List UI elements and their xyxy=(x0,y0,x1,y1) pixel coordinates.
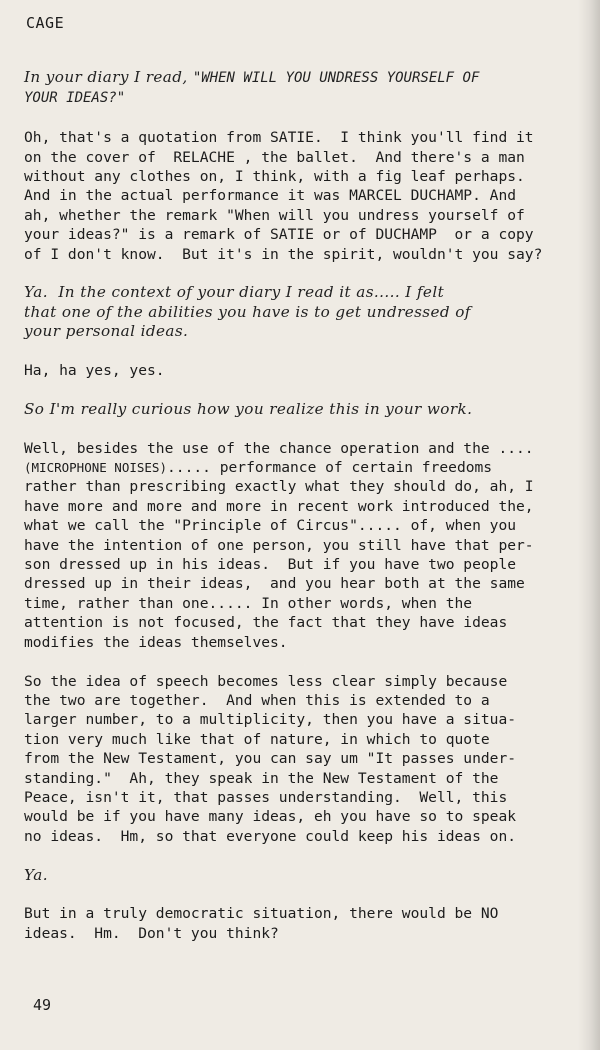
answer-4-line: tion very much like that of nature, in which to quote xyxy=(24,730,490,748)
answer-3-line: attention is not focused, the fact that they have ideas xyxy=(24,614,508,632)
answer-4 xyxy=(24,672,594,847)
interview-text xyxy=(24,68,594,963)
question-1 xyxy=(24,68,594,109)
answer-1-line: your ideas?" is a remark of SATIE or of DUCHAMP or a copy xyxy=(24,226,534,244)
question-4: Ya. xyxy=(24,865,48,884)
microphone-noises-note: (MICROPHONE NOISES) xyxy=(24,460,167,476)
answer-4-line: larger number, to a multiplicity, then you have a situa- xyxy=(24,711,517,729)
answer-3-line: Well, besides the use of the chance operation and the .... xyxy=(24,439,534,457)
page-number: 49 xyxy=(33,996,52,1014)
answer-4-line: would be if you have many ideas, eh you have so to speak xyxy=(24,808,517,826)
answer-3-line: rather than prescribing exactly what they should do, ah, I xyxy=(24,478,534,496)
answer-1-line: ah, whether the remark "When will you undress yourself of xyxy=(24,206,525,224)
speaker-header: CAGE xyxy=(26,14,65,32)
answer-3-line: what we call the "Principle of Circus"..... of, when you xyxy=(24,517,517,535)
answer-1-line: on the cover of RELACHE , the ballet. And there's a man xyxy=(24,148,525,166)
answer-4-line: Peace, isn't it, that passes understanding. Well, this xyxy=(24,788,508,806)
answer-1-line: of I don't know. But it's in the spirit, wouldn't you say? xyxy=(24,245,543,263)
answer-3 xyxy=(24,439,594,652)
answer-4-line: from the New Testament, you can say um "It passes under- xyxy=(24,750,517,768)
answer-5 xyxy=(24,904,594,943)
answer-3-line: son dressed up in his ideas. But if you have two people xyxy=(24,556,517,574)
question-1-quote-line1: "WHEN WILL YOU UNDRESS YOURSELF OF xyxy=(192,70,480,86)
question-1-quote-line2: YOUR IDEAS?" xyxy=(24,90,126,107)
question-3: So I'm really curious how you realize this in your work. xyxy=(24,399,473,418)
question-2-line: Ya. In the context of your diary I read it as..... I felt xyxy=(24,283,445,302)
answer-3-line: dressed up in their ideas, and you hear both at the same xyxy=(24,575,525,593)
answer-1-line: Oh, that's a quotation from SATIE. I think you'll find it xyxy=(24,129,534,147)
answer-1 xyxy=(24,128,594,264)
answer-3-line: modifies the ideas themselves. xyxy=(24,633,288,651)
answer-4-line: So the idea of speech becomes less clear simply because xyxy=(24,672,508,690)
answer-4-line: standing." Ah, they speak in the New Testament of the xyxy=(24,769,499,787)
question-1-lead: In your diary I read, xyxy=(24,68,193,86)
answer-3-line: have the intention of one person, you still have that per- xyxy=(24,536,534,554)
answer-1-line: without any clothes on, I think, with a fig leaf perhaps. xyxy=(24,168,525,186)
answer-1-line: And in the actual performance it was MARCEL DUCHAMP. And xyxy=(24,187,517,205)
answer-3-line: have more and more and more in recent work introduced the, xyxy=(24,497,534,515)
answer-2: Ha, ha yes, yes. xyxy=(24,362,165,380)
answer-4-line: no ideas. Hm, so that everyone could keep his ideas on. xyxy=(24,827,517,845)
question-2 xyxy=(24,283,594,341)
answer-5-line: ideas. Hm. Don't you think? xyxy=(24,924,279,942)
answer-3-line: time, rather than one..... In other words, when the xyxy=(24,594,473,612)
answer-5-line: But in a truly democratic situation, there would be NO xyxy=(24,905,499,923)
answer-3-line: ..... performance of certain freedoms xyxy=(167,459,493,477)
answer-4-line: the two are together. And when this is extended to a xyxy=(24,691,490,709)
question-2-line: your personal ideas. xyxy=(24,322,189,341)
question-2-line: that one of the abilities you have is to get undressed of xyxy=(24,302,471,321)
